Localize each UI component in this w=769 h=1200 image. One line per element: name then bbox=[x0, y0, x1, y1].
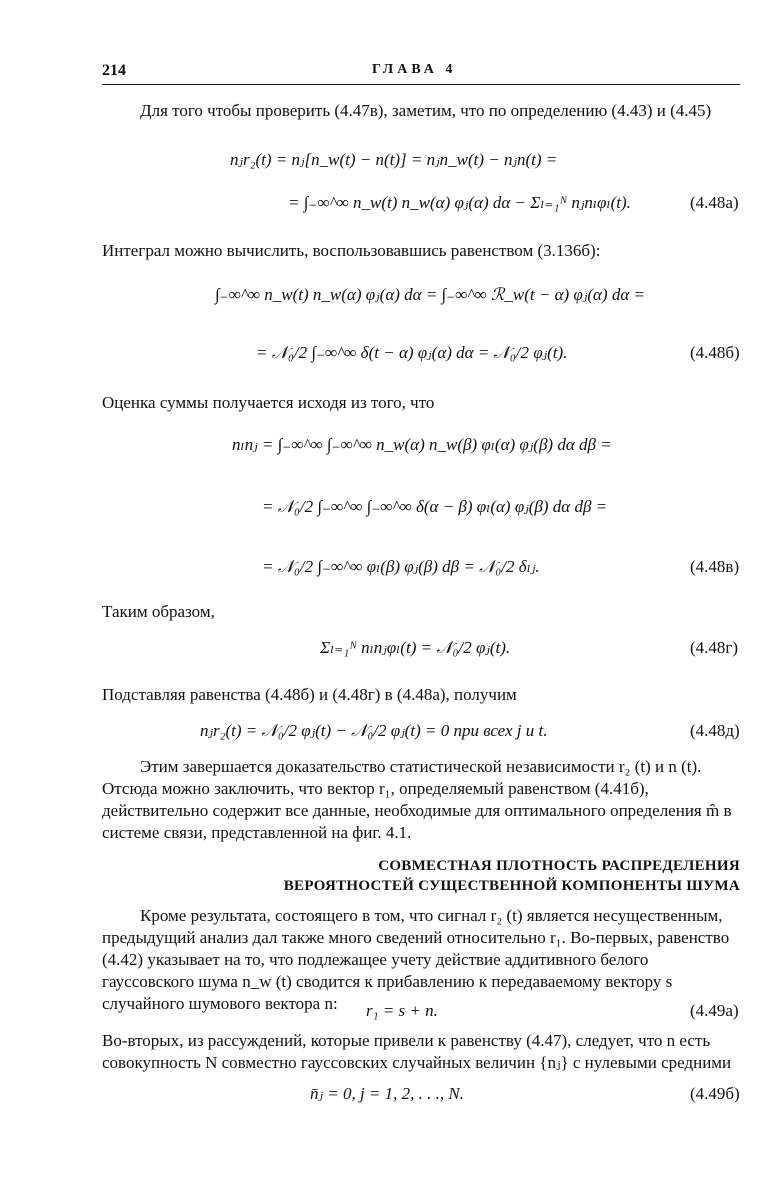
equation-4-48b-line1: ∫₋∞^∞ n_w(t) n_w(α) φⱼ(α) dα = ∫₋∞^∞ ℛ_w(t − α) φⱼ(α) dα = bbox=[215, 285, 645, 304]
equation-number-4-48g: (4.48г) bbox=[690, 638, 739, 657]
paragraph-1: Для того чтобы проверить (4.47в), заметим, что по определению (4.43) и (4.45) bbox=[140, 101, 712, 120]
chapter-title: ГЛАВА 4 bbox=[372, 62, 457, 77]
paragraph-8: Во-вторых, из рассуждений, которые привели к равенству (4.47), следует, что n есть совокупность N совместно гауссовских случайных величин {nⱼ} с нулевыми средними bbox=[102, 1031, 732, 1072]
equation-number-4-48b: (4.48б) bbox=[690, 343, 740, 362]
paragraph-2: Интеграл можно вычислить, воспользовавшись равенством (3.136б): bbox=[102, 241, 601, 260]
section-heading bbox=[270, 856, 740, 896]
paragraph-5: Подставляя равенства (4.48б) и (4.48г) в (4.48а), получим bbox=[102, 685, 517, 704]
equation-4-48a-line1: nⱼr₂(t) = nⱼ[n_w(t) − n(t)] = nⱼn_w(t) − nⱼn(t) = bbox=[230, 150, 558, 169]
equation-number-4-48v: (4.48в) bbox=[690, 557, 740, 576]
paragraph-3: Оценка суммы получается исходя из того, что bbox=[102, 393, 435, 412]
paragraph-6: Этим завершается доказательство статистической независимости r₂ (t) и n (t). Отсюда можно заключить, что вектор r₁, определяемый равенством (4.41б), действительно содержит все данные, необходимые для оптимального определения m̂ в системе связи, представленной на фиг. 4.1. bbox=[102, 757, 732, 842]
running-header bbox=[102, 62, 740, 84]
equation-number-4-49a: (4.49а) bbox=[690, 1001, 739, 1020]
equation-4-48a-line2: = ∫₋∞^∞ n_w(t) n_w(α) φⱼ(α) dα − Σₗ₌₁ᴺ nⱼnₗφₗ(t). bbox=[288, 193, 631, 212]
equation-4-49a: r₁ = s + n. bbox=[366, 1001, 438, 1020]
equation-4-48v-line1: nₗnⱼ = ∫₋∞^∞ ∫₋∞^∞ n_w(α) n_w(β) φₗ(α) φⱼ(β) dα dβ = bbox=[232, 435, 612, 454]
equation-4-48v-line3: = 𝒩₀/2 ∫₋∞^∞ φₗ(β) φⱼ(β) dβ = 𝒩₀/2 δₗⱼ. bbox=[262, 557, 540, 576]
equation-4-49b: n̄ⱼ = 0, j = 1, 2, . . ., N. bbox=[310, 1084, 464, 1103]
header-rule bbox=[102, 84, 740, 85]
section-heading-line2: ВЕРОЯТНОСТЕЙ СУЩЕСТВЕННОЙ КОМПОНЕНТЫ ШУМА bbox=[283, 878, 740, 894]
section-heading-line1: СОВМЕСТНАЯ ПЛОТНОСТЬ РАСПРЕДЕЛЕНИЯ bbox=[378, 858, 740, 874]
equation-4-48b-line2: = 𝒩₀/2 ∫₋∞^∞ δ(t − α) φⱼ(α) dα = 𝒩₀/2 φⱼ(t). bbox=[256, 343, 568, 362]
equation-number-4-48a: (4.48а) bbox=[690, 193, 739, 212]
equation-number-4-49b: (4.49б) bbox=[690, 1084, 740, 1103]
equation-4-48d: nⱼr₂(t) = 𝒩₀/2 φⱼ(t) − 𝒩₀/2 φⱼ(t) = 0 при всех j и t. bbox=[200, 721, 548, 740]
page-number: 214 bbox=[102, 62, 126, 79]
paragraph-7: Кроме результата, состоящего в том, что сигнал r₂ (t) является несущественным, предыдущий анализ дал также много сведений относительно r₁. Во-первых, равенство (4.42) указывает на то, что подлежащее учету действие аддитивного белого гауссовского шума n_w (t) сводится к прибавлению к передаваемому вектору s случайного шумового вектора n: bbox=[102, 906, 730, 1013]
equation-4-48g: Σₗ₌₁ᴺ nₗnⱼφₗ(t) = 𝒩₀/2 φⱼ(t). bbox=[320, 638, 511, 657]
equation-4-48v-line2: = 𝒩₀/2 ∫₋∞^∞ ∫₋∞^∞ δ(α − β) φₗ(α) φⱼ(β) dα dβ = bbox=[262, 497, 608, 516]
paragraph-4: Таким образом, bbox=[102, 602, 215, 621]
equation-number-4-48d: (4.48д) bbox=[690, 721, 740, 740]
